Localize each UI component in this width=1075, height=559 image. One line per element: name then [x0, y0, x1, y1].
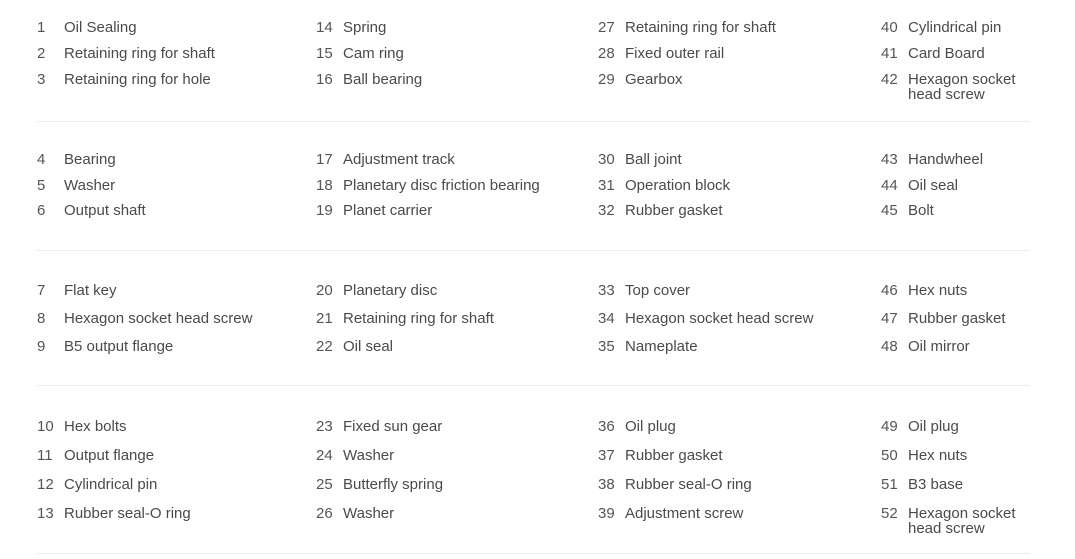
- part-name: Hex nuts: [908, 282, 968, 299]
- part-name: Output flange: [64, 447, 155, 464]
- part-number: 1: [37, 19, 46, 36]
- part-name: Hex bolts: [64, 418, 127, 435]
- part-number: 52: [881, 505, 898, 522]
- part-name: B5 output flange: [64, 338, 174, 355]
- part-number: 24: [316, 447, 333, 464]
- part-number: 4: [37, 151, 46, 168]
- part-name: Oil plug: [625, 418, 676, 435]
- part-name: Washer: [343, 447, 395, 464]
- group-divider: [37, 250, 1030, 251]
- part-number: 48: [881, 338, 898, 355]
- part-name: Output shaft: [64, 202, 146, 219]
- part-name: Card Board: [908, 45, 985, 62]
- part-name: Hexagon socket head screw: [64, 310, 253, 327]
- part-number: 23: [316, 418, 333, 435]
- part-number: 14: [316, 19, 333, 36]
- part-number: 33: [598, 282, 615, 299]
- part-number: 27: [598, 19, 615, 36]
- part-number: 38: [598, 476, 615, 493]
- group-divider: [37, 553, 1030, 554]
- part-name: Bolt: [908, 202, 934, 219]
- part-number: 35: [598, 338, 615, 355]
- part-name: Oil seal: [343, 338, 394, 355]
- part-number: 34: [598, 310, 615, 327]
- part-number: 36: [598, 418, 615, 435]
- part-name: Operation block: [625, 177, 731, 194]
- part-number: 29: [598, 71, 615, 88]
- part-name: Flat key: [64, 282, 117, 299]
- part-name: Retaining ring for hole: [64, 71, 211, 88]
- part-name: Retaining ring for shaft: [625, 19, 776, 36]
- part-name: Top cover: [625, 282, 691, 299]
- part-name: Retaining ring for shaft: [64, 45, 215, 62]
- part-number: 51: [881, 476, 898, 493]
- part-number: 10: [37, 418, 54, 435]
- part-number: 5: [37, 177, 46, 194]
- part-name: Rubber gasket: [625, 202, 723, 219]
- part-name: Rubber gasket: [625, 447, 723, 464]
- part-name: Fixed sun gear: [343, 418, 443, 435]
- part-name: Hexagon socket head screw: [625, 310, 814, 327]
- part-number: 25: [316, 476, 333, 493]
- part-name: Rubber gasket: [908, 310, 1006, 327]
- part-number: 37: [598, 447, 615, 464]
- part-name: Gearbox: [625, 71, 683, 88]
- part-name: Bearing: [64, 151, 116, 168]
- part-number: 9: [37, 338, 46, 355]
- part-number: 15: [316, 45, 333, 62]
- part-name: Hexagon socket head screw: [908, 505, 1016, 537]
- part-name: Fixed outer rail: [625, 45, 725, 62]
- part-number: 19: [316, 202, 333, 219]
- part-name: Oil plug: [908, 418, 959, 435]
- part-number: 17: [316, 151, 333, 168]
- part-name: Rubber seal-O ring: [625, 476, 752, 493]
- part-number: 20: [316, 282, 333, 299]
- part-number: 8: [37, 310, 46, 327]
- part-name: Washer: [64, 177, 116, 194]
- part-number: 46: [881, 282, 898, 299]
- part-number: 39: [598, 505, 615, 522]
- part-name: Cylindrical pin: [64, 476, 158, 493]
- part-number: 47: [881, 310, 898, 327]
- part-number: 22: [316, 338, 333, 355]
- part-number: 28: [598, 45, 615, 62]
- part-name: Handwheel: [908, 151, 984, 168]
- part-name: Hexagon socket head screw: [908, 71, 1016, 103]
- part-number: 50: [881, 447, 898, 464]
- part-number: 13: [37, 505, 54, 522]
- part-number: 26: [316, 505, 333, 522]
- part-name: Ball bearing: [343, 71, 423, 88]
- part-name: Planetary disc: [343, 282, 438, 299]
- part-number: 3: [37, 71, 46, 88]
- part-name: Cam ring: [343, 45, 404, 62]
- part-number: 45: [881, 202, 898, 219]
- part-name: Planet carrier: [343, 202, 433, 219]
- part-name: Planetary disc friction bearing: [343, 177, 540, 194]
- part-number: 41: [881, 45, 898, 62]
- part-number: 2: [37, 45, 46, 62]
- group-divider: [37, 385, 1030, 386]
- part-number: 21: [316, 310, 333, 327]
- part-name: Cylindrical pin: [908, 19, 1002, 36]
- part-number: 42: [881, 71, 898, 88]
- part-number: 31: [598, 177, 615, 194]
- part-name: B3 base: [908, 476, 964, 493]
- part-name: Adjustment screw: [625, 505, 744, 522]
- part-number: 18: [316, 177, 333, 194]
- part-name: Butterfly spring: [343, 476, 444, 493]
- part-number: 11: [37, 447, 53, 464]
- part-number: 7: [37, 282, 46, 299]
- part-name: Spring: [343, 19, 387, 36]
- part-name: Oil mirror: [908, 338, 970, 355]
- part-number: 6: [37, 202, 46, 219]
- part-name: Rubber seal-O ring: [64, 505, 191, 522]
- part-name: Nameplate: [625, 338, 698, 355]
- part-name: Oil seal: [908, 177, 959, 194]
- part-name: Adjustment track: [343, 151, 455, 168]
- part-number: 44: [881, 177, 898, 194]
- part-name: Ball joint: [625, 151, 682, 168]
- part-number: 40: [881, 19, 898, 36]
- part-name: Hex nuts: [908, 447, 968, 464]
- part-number: 49: [881, 418, 898, 435]
- part-name: Washer: [343, 505, 395, 522]
- part-number: 43: [881, 151, 898, 168]
- part-number: 16: [316, 71, 333, 88]
- part-number: 30: [598, 151, 615, 168]
- part-number: 32: [598, 202, 615, 219]
- group-divider: [37, 121, 1030, 122]
- part-number: 12: [37, 476, 54, 493]
- part-name: Retaining ring for shaft: [343, 310, 494, 327]
- part-name: Oil Sealing: [64, 19, 137, 36]
